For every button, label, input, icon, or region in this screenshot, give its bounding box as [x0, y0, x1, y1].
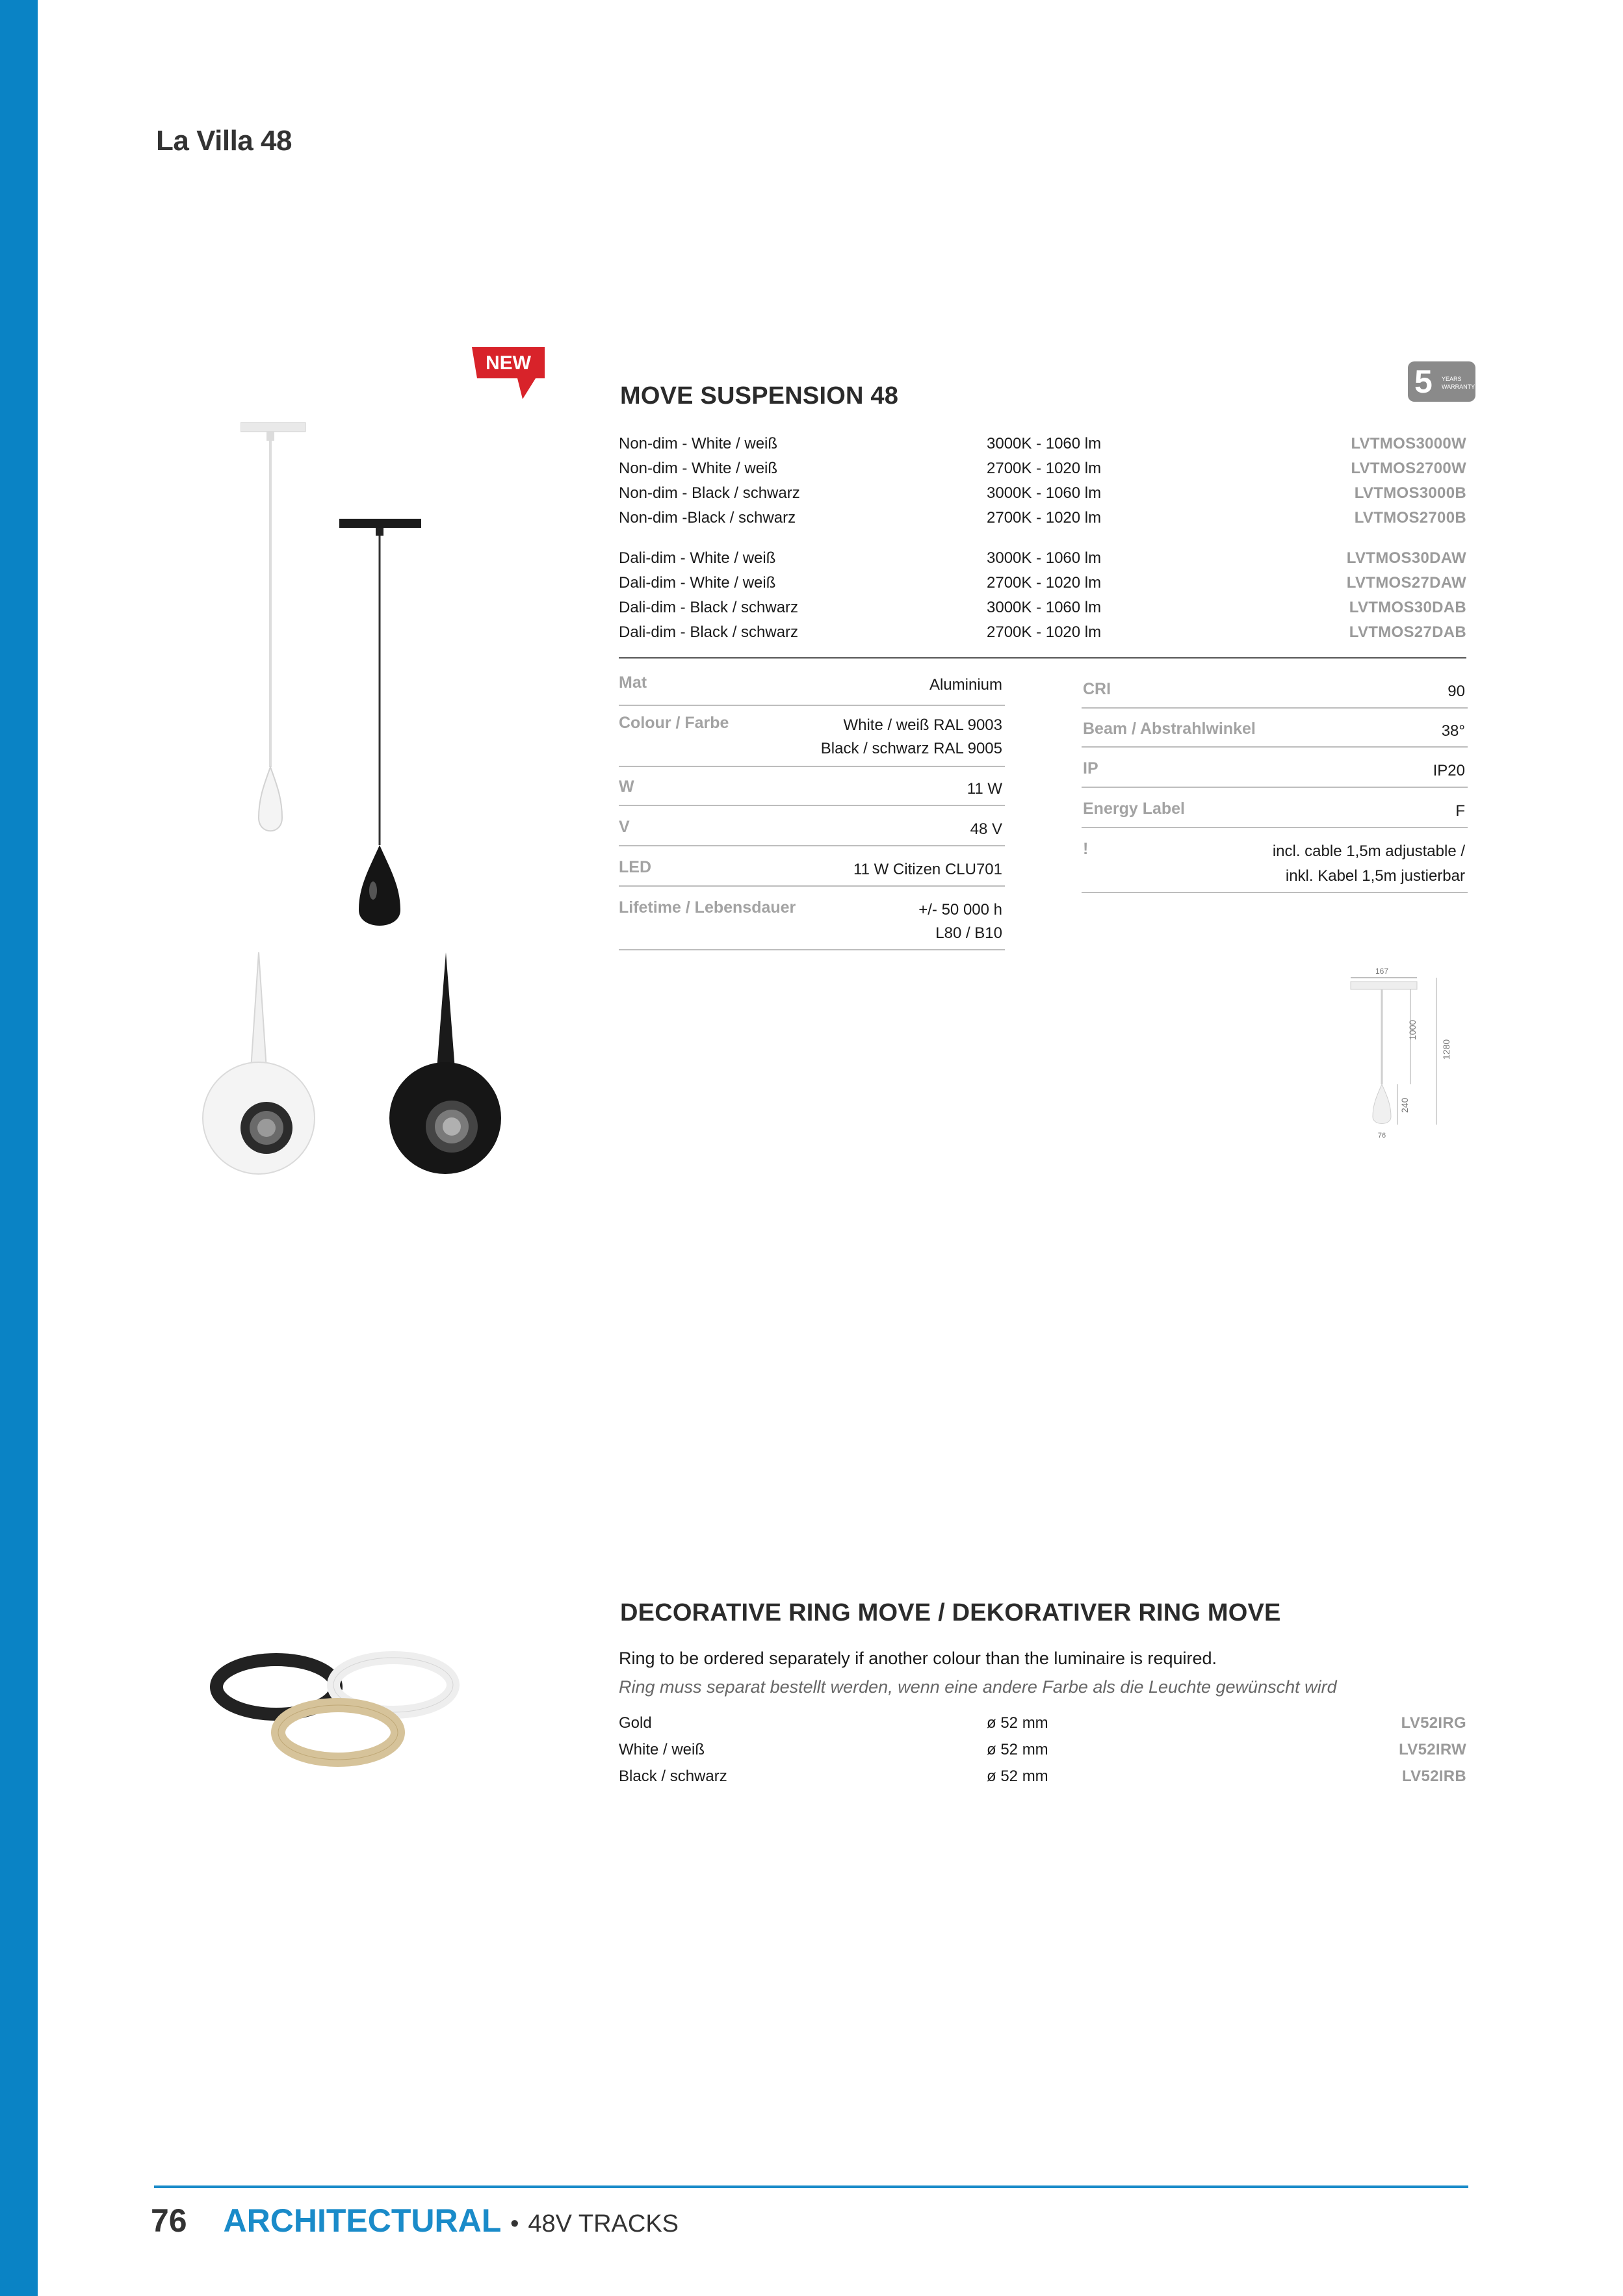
dim-width: 167 — [1375, 967, 1389, 976]
footer-subcategory: 48V TRACKS — [528, 2210, 679, 2237]
spec-separator — [619, 705, 1005, 706]
spec-label-energy: Energy Label — [1083, 800, 1185, 818]
variant-row: Non-dim -Black / schwarz 2700K - 1020 lm LVTMOS2700B — [619, 509, 1466, 527]
spec-value-lifetime: +/- 50 000 h — [918, 901, 1002, 919]
spec-value-note: incl. cable 1,5m adjustable / — [1272, 842, 1465, 860]
spec-separator — [1082, 746, 1468, 748]
footer-category: ARCHITECTURAL — [223, 2202, 502, 2239]
brand-sidebar — [0, 0, 38, 2296]
spec-label-led: LED — [619, 858, 651, 876]
spec-value-lifetime-2: L80 / B10 — [935, 924, 1002, 942]
warranty-years: 5 — [1414, 363, 1433, 400]
spec-value-colour: White / weiß RAL 9003 — [843, 716, 1002, 734]
ring-row: White / weiß ø 52 mm LV52IRW — [619, 1741, 1466, 1758]
spec-value-cri: 90 — [1448, 683, 1465, 700]
product-image-heads — [195, 946, 520, 1196]
new-badge-label: NEW — [486, 352, 531, 374]
variant-row: Dali-dim - Black / schwarz 2700K - 1020 lm LVTMOS27DAB — [619, 623, 1466, 641]
product-image-suspensions — [240, 416, 513, 949]
spec-value-volt: 48 V — [970, 820, 1002, 838]
spec-label-cri: CRI — [1083, 680, 1111, 698]
spec-label-colour: Colour / Farbe — [619, 714, 729, 732]
warranty-label-years: YEARS — [1442, 376, 1462, 382]
spec-separator — [619, 885, 1005, 887]
spec-value-watt: 11 W — [967, 780, 1002, 798]
spec-separator — [619, 949, 1005, 950]
warranty-label-warranty: WARRANTY — [1442, 384, 1475, 390]
spec-separator — [1082, 827, 1468, 828]
ring-note-de: Ring muss separat bestellt werden, wenn eine andere Farbe als die Leuchte gewünscht wird — [619, 1677, 1337, 1697]
dim-cable: 1000 — [1407, 1019, 1418, 1040]
spec-value-energy: F — [1455, 802, 1465, 820]
spec-value-material: Aluminium — [929, 676, 1002, 694]
spec-separator — [1082, 892, 1468, 893]
dimension-drawing — [1339, 962, 1469, 1144]
page-title: La Villa 48 — [156, 125, 292, 157]
ring-row: Gold ø 52 mm LV52IRG — [619, 1714, 1466, 1732]
spec-value-led: 11 W Citizen CLU701 — [853, 861, 1002, 878]
dim-total: 1280 — [1441, 1039, 1451, 1060]
spec-separator — [1082, 707, 1468, 709]
spec-label-volt: V — [619, 818, 630, 836]
spec-separator — [1082, 787, 1468, 788]
spec-value-note-2: inkl. Kabel 1,5m justierbar — [1285, 867, 1465, 885]
ring-image — [208, 1645, 487, 1788]
spec-label-material: Mat — [619, 673, 647, 692]
spec-value-beam: 38° — [1441, 722, 1465, 740]
spec-label-ip: IP — [1083, 759, 1098, 777]
variant-row: Non-dim - White / weiß 3000K - 1060 lm LVTMOS3000W — [619, 435, 1466, 452]
page-footer — [151, 2200, 679, 2245]
footer-bullet: • — [510, 2210, 519, 2237]
ring-note-en: Ring to be ordered separately if another colour than the luminaire is required. — [619, 1649, 1217, 1668]
spec-label-watt: W — [619, 777, 634, 796]
spec-value-ip: IP20 — [1433, 762, 1465, 779]
spec-separator — [619, 805, 1005, 806]
spec-separator — [619, 845, 1005, 846]
product-title: MOVE SUSPENSION 48 — [620, 382, 899, 410]
footer-rule — [154, 2185, 1468, 2188]
new-badge — [472, 347, 545, 399]
ring-row: Black / schwarz ø 52 mm LV52IRB — [619, 1768, 1466, 1785]
dim-body: 240 — [1399, 1097, 1410, 1113]
warranty-badge — [1408, 361, 1475, 402]
variant-row: Non-dim - White / weiß 2700K - 1020 lm LVTMOS2700W — [619, 460, 1466, 477]
spec-label-note: ! — [1083, 840, 1089, 858]
dim-diameter: 76 — [1377, 1132, 1386, 1140]
spec-separator — [619, 766, 1005, 767]
page-number: 76 — [151, 2202, 187, 2239]
spec-label-beam: Beam / Abstrahlwinkel — [1083, 720, 1256, 738]
spec-divider — [619, 657, 1466, 659]
spec-value-colour-2: Black / schwarz RAL 9005 — [820, 740, 1002, 757]
variant-row: Dali-dim - Black / schwarz 3000K - 1060 lm LVTMOS30DAB — [619, 599, 1466, 616]
variant-row: Dali-dim - White / weiß 3000K - 1060 lm LVTMOS30DAW — [619, 549, 1466, 567]
variant-row: Non-dim - Black / schwarz 3000K - 1060 lm LVTMOS3000B — [619, 484, 1466, 502]
variant-row: Dali-dim - White / weiß 2700K - 1020 lm LVTMOS27DAW — [619, 574, 1466, 592]
spec-label-lifetime: Lifetime / Lebensdauer — [619, 898, 796, 917]
ring-title: DECORATIVE RING MOVE / DEKORATIVER RING MOVE — [620, 1599, 1281, 1626]
